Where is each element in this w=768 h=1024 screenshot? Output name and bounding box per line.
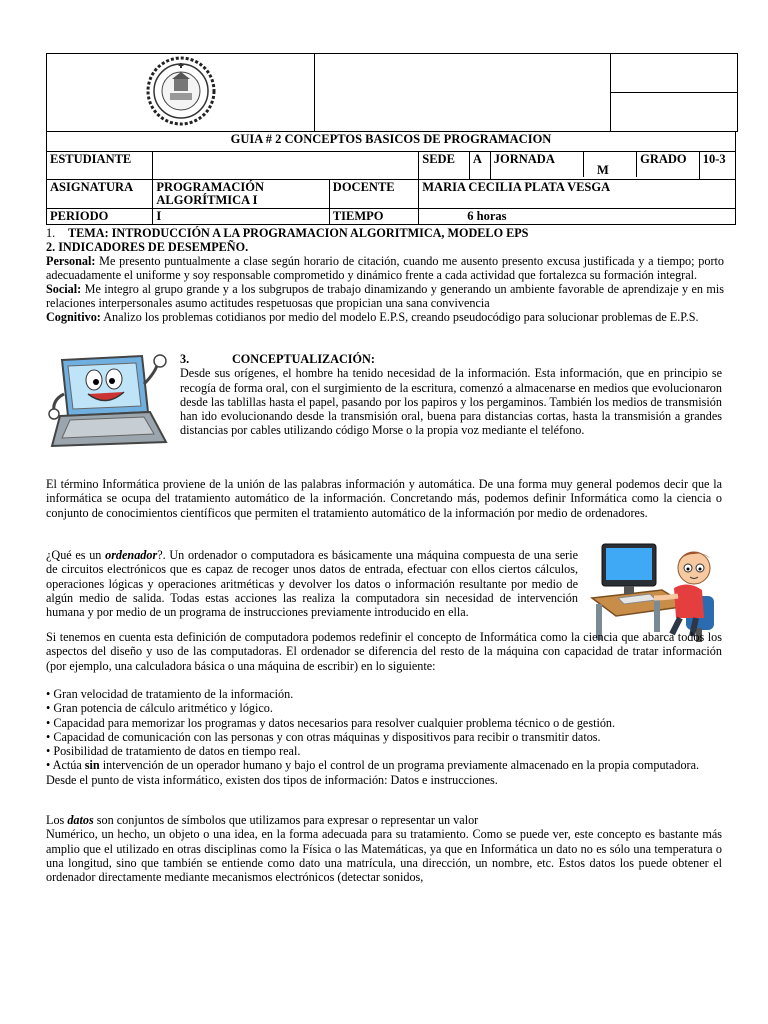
estudiante-label: ESTUDIANTE <box>47 152 153 180</box>
periodo-value: I <box>153 209 329 225</box>
personal-text: Me presento puntualmente a clase según horario de citación, cuando me ausento presento excusa justificada y a tiempo; porto adecuadamente el uniforme y soy responsable comprometido y dinámico frente a cada actividad que fortalezca su formación integral. <box>46 254 724 282</box>
jornada-cell <box>490 152 699 180</box>
para-redefinir: Si tenemos en cuenta esta definición de computadora podemos redefinir el concepto de Informática como la ciencia que abarca todos los aspectos del diseño y uso de las computadoras. El ordenador se diferencia del resto de la máquina con capacidad de tratar información (por ejemplo, una calculadora básica o una máquina de escribir) en lo siguiente: <box>46 630 722 673</box>
indicator-personal <box>46 254 724 282</box>
para-informatica: El término Informática proviene de la unión de las palabras información y automática. De una forma muy general podemos decir que la informática se ocupa del tratamiento automático de la información. Concretando más, podemos definir Informática como la ciencia o conjunto de conocimientos científicos que permiten el tratamiento automático de la información por medio de ordenadores. <box>46 477 722 520</box>
laptop-cartoon-image <box>48 354 172 450</box>
section-2 <box>46 240 724 324</box>
header-right-bottom <box>611 93 738 132</box>
bullet-sin-pre: • Actúa <box>46 758 85 773</box>
asignatura-value: PROGRAMACIÓN ALGORÍTMICA I <box>153 180 329 209</box>
header-empty-cell <box>315 54 611 132</box>
asignatura-label: ASIGNATURA <box>47 180 153 209</box>
datos-first-line <box>46 813 722 827</box>
datos-term: datos <box>67 813 94 827</box>
social-text: Me integro al grupo grande y a los subgrupos de trabajo dinamizando y generando un ambiente favorable de aprendizaje y en mis relaciones interpersonales asumo actitudes respetuosas que propician una sana convivencia <box>46 282 724 310</box>
guide-title: GUIA # 2 CONCEPTOS BASICOS DE PROGRAMACION <box>47 132 736 152</box>
personal-label: Personal: <box>46 254 96 268</box>
indicator-social <box>46 282 724 310</box>
section-3-heading: CONCEPTUALIZACIÓN: <box>232 352 375 366</box>
section-1 <box>46 226 738 240</box>
tiempo-value: 6 horas <box>419 209 736 225</box>
datos-rest: Numérico, un hecho, un objeto o una idea, en la forma adecuada para su tratamiento. Como se puede ver, este concepto es bastante más amplio que el utilizado en otras disciplinas como la Física o las Matemáticas, ya que en Informática un dato no es sólo una temperatura o una longitud, sino que también se entiende como dato una matrícula, una dirección, un nombre, etc. Estos datos los puede obtener el ordenador directamente mediante mecanismos electrónicos (detectar sonidos, <box>46 827 722 885</box>
bullet-item-4: • Posibilidad de tratamiento de datos en tiempo real. <box>46 744 301 759</box>
cognitivo-label: Cognitivo: <box>46 310 101 324</box>
info-table <box>46 131 736 225</box>
docente-value: MARIA CECILIA PLATA VESGA <box>419 180 736 209</box>
jornada-value: M <box>584 152 637 177</box>
bullet-sin-bold: sin <box>84 758 100 773</box>
bullet-item-2: • Capacidad para memorizar los programas y datos necesarios para resolver cualquier problema técnico o de gestión. <box>46 715 616 730</box>
sede-value: A <box>469 152 490 180</box>
section-3-number: 3. <box>180 352 190 366</box>
section-2-heading: 2. INDICADORES DE DESEMPEÑO. <box>46 240 249 254</box>
grado-value: 10-3 <box>699 152 735 180</box>
cognitivo-text: Analizo los problemas cotidianos por medio del modelo E.P.S, creando pseudocódigo para solucionar problemas de E.P.S. <box>100 310 699 324</box>
docente-label: DOCENTE <box>329 180 418 209</box>
jornada-label: JORNADA <box>491 152 584 177</box>
para-datos <box>46 813 722 884</box>
sede-label: SEDE <box>419 152 470 180</box>
indicator-cognitivo <box>46 310 724 324</box>
school-seal-logo <box>145 55 217 127</box>
ordenador-pre: ¿Qué es un <box>46 548 106 562</box>
seal-cell <box>47 54 315 132</box>
social-label: Social: <box>46 282 82 296</box>
bullet-item-5 <box>46 758 724 772</box>
section-3 <box>180 352 722 438</box>
grado-label: GRADO <box>640 152 687 166</box>
bullet-item-1: • Gran potencia de cálculo aritmético y lógico. <box>46 701 273 716</box>
bullet-item-3: • Capacidad de comunicación con las personas y con otras máquinas y dispositivos para recibir o transmitir datos. <box>46 729 601 744</box>
estudiante-value <box>153 152 419 180</box>
bullet-sin-post: intervención de un operador humano y bajo el control de un programa previamente almacenado en la propia computadora. <box>99 758 700 773</box>
section-3-heading-line <box>180 352 722 366</box>
header-table <box>46 53 738 132</box>
para-tipos: Desde el punto de vista informático, existen dos tipos de información: Datos e instrucciones. <box>46 772 498 787</box>
ordenador-post: ?. Un ordenador o computadora es básicamente una máquina compuesta de una serie de circuitos electrónicos que es capaz de recoger unos datos de entrada, efectuar con ellos ciertos cálculos, operaciones lógicas y operaciones aritméticas y devolver los datos o información resultante por medio de algún medio de salida. Todas estas acciones las realiza la computadora sin necesidad de intervención humana y por medio de un programa de instrucciones previamente introducido en ella. <box>46 548 579 620</box>
tiempo-label: TIEMPO <box>329 209 418 225</box>
section-1-topic: TEMA: INTRODUCCIÓN A LA PROGRAMACION ALGORITMICA, MODELO EPS <box>68 226 529 240</box>
section-3-intro: Desde sus orígenes, el hombre ha tenido necesidad de la información. Esta información, que en principio se recogía de forma oral, con el surgimiento de la escritura, comenzó a almacenarse en medios que evolucionaron desde las tablillas hasta el papel, pasando por los papiros y los pergaminos. También los medios de transmisión han ido evolucionando desde la transmisión oral, buena para distancias cortas, hasta la transmisión a grandes distancias por cables utilizando código Morse o la propia voz mediante el teléfono. <box>180 366 722 438</box>
bullet-list <box>46 687 724 787</box>
bullet-item-0: • Gran velocidad de tratamiento de la información. <box>46 687 294 701</box>
periodo-label: PERIODO <box>47 209 153 225</box>
section-1-number: 1. <box>46 226 56 240</box>
datos-post: son conjuntos de símbolos que utilizamos para expresar o representar un valor <box>93 813 479 827</box>
boy-computer-image <box>588 540 724 644</box>
datos-pre: Los <box>46 813 68 827</box>
header-right-top <box>611 54 738 93</box>
ordenador-term: ordenador <box>105 548 158 562</box>
para-ordenador <box>46 548 578 619</box>
